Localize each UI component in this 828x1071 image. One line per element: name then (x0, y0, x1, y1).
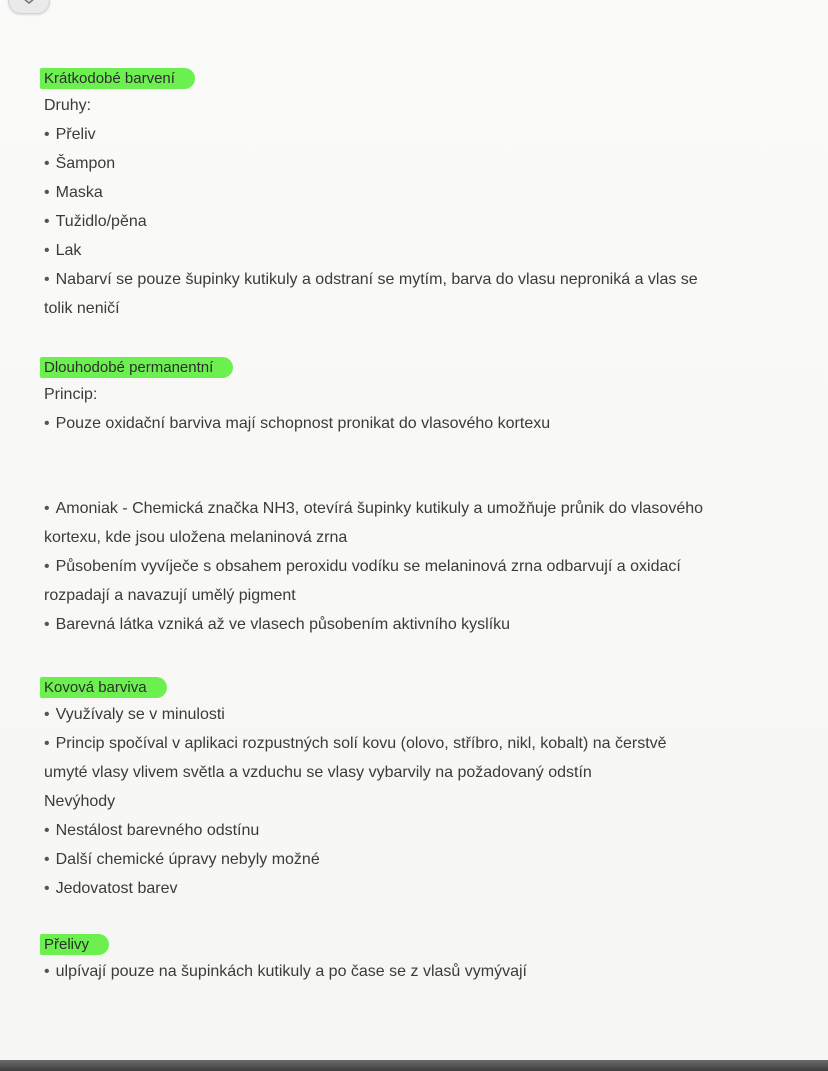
list-item: • ulpívají pouze na šupinkách kutikuly a po čase se z vlasů vymývají (44, 957, 527, 986)
list-item: • Nabarví se pouze šupinky kutikuly a odstraní se mytím, barva do vlasu neproniká a vlas se (44, 265, 698, 294)
section-heading-highlight: Dlouhodobé permanentní (40, 357, 233, 378)
list-item-continuation: tolik neničí (44, 300, 120, 317)
list-item-continuation: rozpadají a navazují umělý pigment (44, 587, 296, 604)
list-item: • Nestálost barevného odstínu (44, 816, 667, 845)
list-item-continuation: kortexu, kde jsou uložena melaninová zrna (44, 529, 348, 546)
list-item: • Jedovatost barev (44, 874, 667, 903)
chevron-icon (22, 0, 36, 5)
list-item: • Tužidlo/pěna (44, 207, 698, 236)
list-item: • Přeliv (44, 120, 698, 149)
section-heading-highlight: Přelivy (40, 934, 109, 955)
section-dlouhodobe-permanentni (44, 357, 550, 438)
list-item-continuation: umyté vlasy vlivem světla a vzduchu se vlasy vybarvily na požadovaný odstín (44, 764, 592, 781)
list-item: • Působením vyvíječe s obsahem peroxidu vodíku se melaninová zrna odbarvují a oxidací (44, 552, 703, 581)
list-item: • Využívaly se v minulosti (44, 700, 667, 729)
section-kovova-barviva (44, 677, 667, 903)
nevyhody-label: Nevýhody (44, 793, 116, 810)
list-item: • Amoniak - Chemická značka NH3, otevírá šupinky kutikuly a umožňuje průnik do vlasového (44, 494, 703, 523)
list-item: • Maska (44, 178, 698, 207)
collapse-button[interactable] (8, 0, 50, 14)
list-item: • Další chemické úpravy nebyly možné (44, 845, 667, 874)
section-kratkodobe-barveni (44, 68, 698, 323)
list-item: • Lak (44, 236, 698, 265)
section-amoniak (44, 494, 703, 639)
bottom-edge-bar (0, 1060, 828, 1071)
list-item: • Šampon (44, 149, 698, 178)
list-item: • Princip spočíval v aplikaci rozpustných solí kovu (olovo, stříbro, nikl, kobalt) na čerstvě (44, 729, 667, 758)
druhy-label: Druhy: (44, 97, 92, 114)
list-item: • Barevná látka vzniká až ve vlasech působením aktivního kyslíku (44, 610, 703, 639)
section-heading-highlight: Kovová barviva (40, 677, 167, 698)
section-heading-highlight: Krátkodobé barvení (40, 68, 195, 89)
list-item: • Pouze oxidační barviva mají schopnost pronikat do vlasového kortexu (44, 409, 550, 438)
princip-label: Princip: (44, 386, 98, 403)
section-prelivy (44, 934, 527, 986)
